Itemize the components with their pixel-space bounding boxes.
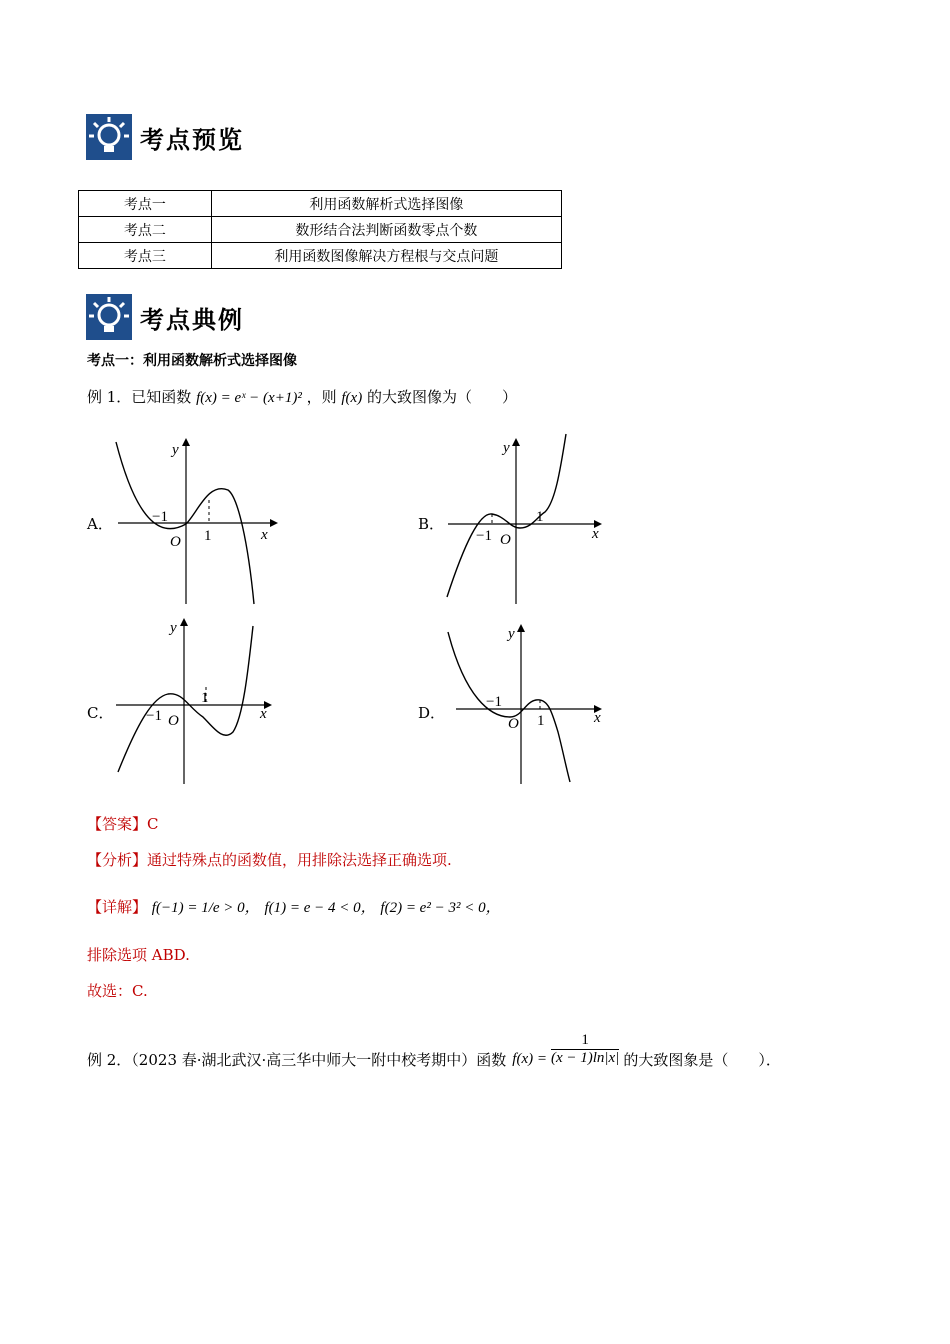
x-axis-label: x xyxy=(260,706,267,722)
option-b-graph xyxy=(440,432,610,611)
lightbulb-icon xyxy=(86,294,132,340)
option-c-graph xyxy=(108,612,278,791)
example2-suffix: 的大致图象是（ ）． xyxy=(623,1051,781,1069)
table-cell-label: 考点一 xyxy=(79,191,212,217)
x-axis-label: x xyxy=(261,527,268,543)
lightbulb-icon xyxy=(86,114,132,160)
origin-label: O xyxy=(508,716,519,732)
table-cell-content: 数形结合法判断函数零点个数 xyxy=(211,217,561,243)
table-row xyxy=(79,217,562,243)
tick-label-neg: −1 xyxy=(486,694,502,710)
tick-label-pos: 1 xyxy=(204,528,212,544)
analysis-line xyxy=(87,849,452,870)
choose-line: 故选：C. xyxy=(87,982,148,1000)
example2-formula-lhs: f(x) = xyxy=(512,1051,547,1067)
example1-formula: f(x) = eˣ − (x+1)² xyxy=(196,390,302,406)
tick-label-neg: −1 xyxy=(476,528,492,544)
example1-prefix: 例 1．已知函数 xyxy=(87,388,192,406)
example2-denominator: (x − 1)ln|x| xyxy=(550,1050,620,1066)
example2-prefix: 例 2．（2023 春·湖北武汉·高三华中师大一附中校考期中）函数 xyxy=(87,1051,507,1069)
table-cell-content: 利用函数图像解决方程根与交点问题 xyxy=(211,243,561,269)
origin-label: O xyxy=(500,532,511,548)
tick-label-pos: 1 xyxy=(201,690,209,706)
example2-numerator: 1 xyxy=(551,1032,619,1050)
analysis-text: 通过特殊点的函数值，用排除法选择正确选项. xyxy=(147,851,452,869)
answer-value: C xyxy=(147,815,159,833)
origin-label: O xyxy=(168,713,179,729)
y-axis-label: y xyxy=(508,626,515,642)
detail-eq-2: f(1) = e − 4 < 0， xyxy=(264,900,376,916)
table-cell-label: 考点二 xyxy=(79,217,212,243)
x-axis-label: x xyxy=(592,526,599,542)
detail-eq-1: f(−1) = 1/e > 0， xyxy=(151,900,260,916)
example1-middle: ，则 xyxy=(306,388,337,406)
tick-label-pos: 1 xyxy=(537,713,545,729)
option-a-label: A． xyxy=(87,515,113,533)
option-d-graph xyxy=(440,612,610,791)
exclude-line: 排除选项 ABD. xyxy=(87,946,190,964)
tick-label-neg: −1 xyxy=(152,509,168,525)
option-a-graph xyxy=(108,432,278,611)
example1-suffix: 的大致图像为（ ） xyxy=(367,388,518,406)
analysis-tag: 【分析】 xyxy=(87,851,148,869)
example2-fraction xyxy=(551,1032,619,1067)
table-row xyxy=(79,191,562,217)
detail-tag: 【详解】 xyxy=(87,898,148,916)
answer-line xyxy=(87,813,159,834)
y-axis-label: y xyxy=(503,440,510,456)
table-cell-label: 考点三 xyxy=(79,243,212,269)
option-b-label: B． xyxy=(418,515,445,533)
preview-table xyxy=(78,190,562,269)
table-cell-content: 利用函数解析式选择图像 xyxy=(211,191,561,217)
tick-label-pos: 1 xyxy=(536,509,544,525)
example1-fx: f(x) xyxy=(341,390,363,406)
tick-label-neg: −1 xyxy=(146,708,162,724)
preview-title: 考点预览 xyxy=(140,124,244,154)
table-row xyxy=(79,243,562,269)
detail-line xyxy=(87,896,501,917)
preview-section-header xyxy=(86,114,244,160)
y-axis-label: y xyxy=(170,620,177,636)
option-c-label: C． xyxy=(87,704,114,722)
origin-label: O xyxy=(170,534,181,550)
example1-question xyxy=(87,386,517,407)
detail-eq-3: f(2) = e² − 3² < 0， xyxy=(380,900,501,916)
subtopic-heading: 考点一：利用函数解析式选择图像 xyxy=(87,353,297,369)
example2-question xyxy=(87,1032,781,1077)
option-d-label: D． xyxy=(418,704,446,722)
y-axis-label: y xyxy=(172,442,179,458)
answer-tag: 【答案】 xyxy=(87,815,148,833)
examples-title: 考点典例 xyxy=(140,304,244,334)
x-axis-label: x xyxy=(594,710,601,726)
examples-section-header xyxy=(86,294,244,340)
